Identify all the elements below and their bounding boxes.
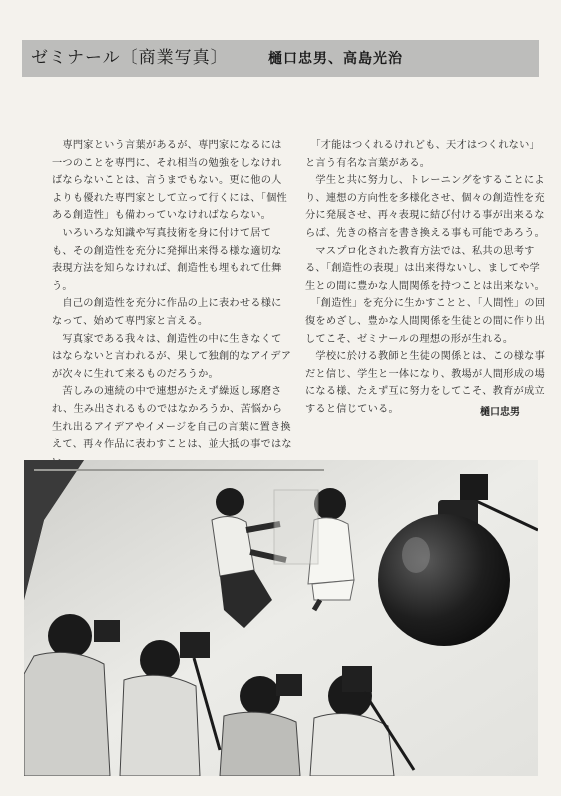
left-text-column [52,137,292,471]
paragraph: 「才能はつくれるけれども、天才はつくれない」と言う有名な言葉がある。 [305,140,540,169]
page-title: ゼミナール〔商業写真〕 [31,48,229,68]
paragraph: 写真家である我々は、創造性の中に生きなくてはならないと言われるが、果して独創的なアイデアが次々に生れて来るものだろうか。 [52,333,292,380]
paragraph: 「創造性」を充分に生かすことと、「人間性」の回復をめざし、豊かな人間関係を生徒との間に作り出してこそ、ゼミナールの理想の形が生れる。 [305,298,546,345]
paragraph: 専門家という言葉があるが、専門家になるには一つのことを専門に、それ相当の勉強をしなければならないことは、言うまでもない。更に他の人よりも優れた専門家として立って行くには、「個性ある創造性」も備わっていなければならない。 [52,140,287,222]
studio-photo-illustration [24,460,538,776]
paragraph: 苦しみの連続の中で連想がたえず繰返し琢磨され、生み出されるものではなかろうか、苦悩から生れ出るアイデアやイメージを自己の言葉に置き換えて、再々作品に表わすことは、並大抵の事ではな [52,386,292,451]
paragraph: マスプロ化された教育方法では、私共の思考する、「創造性の表現」は出来得ないし、ましてや学生との間に豊かな人間関係を持つことは出来ない。 [305,245,546,292]
paragraph: いろいろな知識や写真技術を身に付けて居ても、その創造性を充分に発揮出来得る様な適切な表現方法を知らなければ、創造性も埋もれて仕舞う。 [52,227,282,292]
paragraph: 自己の創造性を充分に作品の上に表わせる様になって、始めて専門家と言える。 [52,298,282,327]
studio-photo [24,460,538,776]
paragraph: 学生と共に努力し、トレーニングをすることにより、連想の方向性を多様化させ、個々の創造性を充分に発展させ、再々表現に結び付ける事が出来るならば、先きの格言を書き換える事も可能であろう。 [305,175,546,239]
author-signature: 樋口忠男 [480,407,520,418]
author-names: 樋口忠男、高島光治 [268,51,403,67]
right-text-column [305,137,546,419]
paragraph: 学校に於ける教師と生徒の関係とは、この様な事だと信じ、学生と一体になり、教場が人間形成の場になる様、たえず互に努力をしてこそ、教育が成立すると信じている。 [305,351,546,415]
